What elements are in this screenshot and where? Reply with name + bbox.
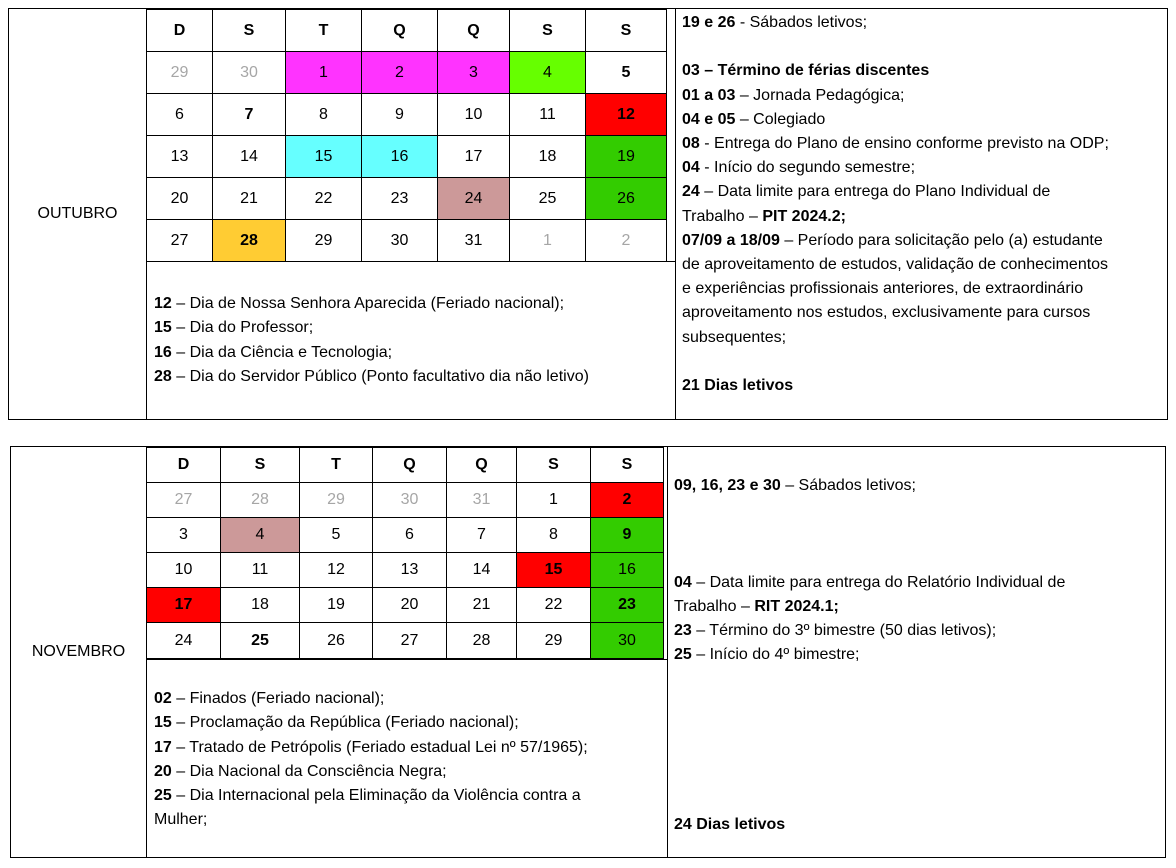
week-row	[147, 136, 667, 178]
legend-line	[154, 292, 667, 316]
note-line	[682, 180, 1160, 204]
day-cell: 28	[213, 220, 286, 262]
note-bold: 24 Dias letivos	[674, 815, 786, 833]
day-cell: 30	[591, 623, 664, 659]
weekday-header: S	[213, 10, 286, 52]
day-cell: 21	[447, 588, 517, 623]
day-cell: 12	[300, 553, 373, 588]
legend-date: 25	[154, 787, 172, 805]
day-cell: 15	[286, 136, 362, 178]
note-line	[674, 668, 1158, 692]
note-line	[674, 789, 1158, 813]
week-row	[147, 178, 667, 220]
note-line	[682, 132, 1160, 156]
legend-line	[154, 341, 667, 365]
day-cell: 31	[447, 483, 517, 518]
day-cell: 10	[147, 553, 221, 588]
note-text: Trabalho –	[682, 207, 763, 225]
day-cell: 27	[373, 623, 447, 659]
day-cell: 24	[147, 623, 221, 659]
day-cell: 18	[510, 136, 586, 178]
weekday-header: T	[286, 10, 362, 52]
holiday-legend	[146, 261, 675, 419]
day-cell: 22	[517, 588, 591, 623]
holiday-legend	[146, 659, 667, 857]
legend-line	[154, 711, 659, 735]
weekday-header: S	[510, 10, 586, 52]
legend-date: 12	[154, 295, 172, 312]
day-cell: 20	[147, 178, 213, 220]
week-row	[147, 94, 667, 136]
note-text: – Colegiado	[735, 110, 826, 128]
note-text: e experiências profissionais anteriores, de extraordinário	[682, 280, 1084, 298]
note-bold: 23	[674, 622, 692, 640]
note-text: – Início do 4º bimestre;	[691, 646, 860, 664]
calendar-table	[146, 447, 664, 659]
day-cell: 8	[286, 94, 362, 136]
day-cell: 29	[517, 623, 591, 659]
note-line	[674, 740, 1158, 764]
note-text: Trabalho –	[674, 597, 755, 615]
day-cell: 14	[447, 553, 517, 588]
note-bold: 25	[674, 646, 692, 664]
day-cell: 4	[510, 52, 586, 94]
note-line	[682, 59, 1160, 83]
calendar-area	[146, 9, 676, 419]
day-cell: 18	[221, 588, 300, 623]
legend-date: 02	[154, 690, 172, 707]
day-cell: 8	[517, 518, 591, 553]
note-line	[674, 595, 1158, 619]
note-bold: 08	[682, 135, 700, 152]
legend-text: Mulher;	[154, 811, 208, 829]
note-line	[682, 326, 1160, 350]
day-cell: 30	[213, 52, 286, 94]
day-cell: 29	[147, 52, 213, 94]
day-cell: 6	[147, 94, 213, 136]
week-row	[147, 623, 664, 659]
note-line	[674, 547, 1158, 571]
note-text: – Sábados letivos;	[780, 477, 916, 494]
legend-line	[154, 784, 659, 808]
note-line	[674, 692, 1158, 716]
note-bold: RIT 2024.1;	[754, 597, 839, 615]
day-cell: 2	[591, 483, 664, 518]
note-bold: 03 – Término de férias discentes	[682, 62, 930, 80]
note-text: - Entrega do Plano de ensino conforme previsto na ODP;	[699, 135, 1109, 152]
day-cell: 30	[373, 483, 447, 518]
day-cell: 6	[373, 518, 447, 553]
weekday-header: T	[300, 448, 373, 483]
note-bold: 21 Dias letivos	[682, 377, 794, 395]
legend-line	[154, 316, 667, 340]
month-name: NOVEMBRO	[11, 447, 147, 857]
note-line	[674, 813, 1158, 837]
legend-text: – Tratado de Petrópolis (Feriado estadual Lei nº 57/1965);	[171, 738, 588, 756]
day-cell: 11	[221, 553, 300, 588]
note-line	[674, 474, 1158, 498]
legend-text: – Dia da Ciência e Tecnologia;	[171, 343, 393, 361]
week-row	[147, 483, 664, 518]
legend-date: 20	[154, 762, 172, 780]
note-line	[674, 764, 1158, 788]
note-text: – Data limite para entrega do Plano Individual de	[699, 183, 1051, 201]
day-cell: 26	[300, 623, 373, 659]
legend-text: – Dia do Professor;	[171, 319, 314, 337]
day-cell: 28	[221, 483, 300, 518]
day-cell: 29	[286, 220, 362, 262]
day-cell: 15	[517, 553, 591, 588]
day-cell: 19	[586, 136, 667, 178]
note-text: – Jornada Pedagógica;	[735, 86, 905, 104]
month-block-novembro	[10, 446, 1166, 858]
day-cell: 16	[362, 136, 438, 178]
note-bold: 04 e 05	[682, 110, 736, 128]
note-bold: 07/09 a 18/09	[682, 231, 780, 249]
note-text: – Data limite para entrega do Relatório Individual de	[691, 573, 1066, 591]
day-cell: 17	[147, 588, 221, 623]
day-cell: 2	[586, 220, 667, 262]
day-cell: 29	[300, 483, 373, 518]
note-line	[682, 11, 1160, 35]
notes-panel	[675, 9, 1167, 419]
weekday-header: S	[586, 10, 667, 52]
day-cell: 5	[300, 518, 373, 553]
day-cell: 22	[286, 178, 362, 220]
note-line	[674, 716, 1158, 740]
week-row	[147, 588, 664, 623]
month-name: OUTUBRO	[9, 9, 147, 419]
note-line	[682, 253, 1160, 277]
day-cell: 16	[591, 553, 664, 588]
legend-line	[154, 365, 667, 389]
day-cell: 7	[447, 518, 517, 553]
legend-line	[154, 760, 659, 784]
day-cell: 27	[147, 220, 213, 262]
day-cell: 12	[586, 94, 667, 136]
note-line	[674, 498, 1158, 522]
day-cell: 10	[438, 94, 510, 136]
day-cell: 3	[438, 52, 510, 94]
note-line	[682, 277, 1160, 301]
note-bold: 04	[674, 573, 692, 591]
day-cell: 3	[147, 518, 221, 553]
day-cell: 31	[438, 220, 510, 262]
day-cell: 26	[586, 178, 667, 220]
weekday-header: D	[147, 10, 213, 52]
note-line	[682, 84, 1160, 108]
note-line	[682, 156, 1160, 180]
legend-date: 15	[154, 714, 172, 732]
week-row	[147, 52, 667, 94]
weekday-header: S	[221, 448, 300, 483]
day-cell: 13	[147, 136, 213, 178]
note-text: - Início do segundo semestre;	[699, 159, 916, 177]
week-row	[147, 220, 667, 262]
calendar-table	[146, 9, 667, 262]
day-cell: 13	[373, 553, 447, 588]
weekday-header: D	[147, 448, 221, 483]
day-cell: 1	[510, 220, 586, 262]
note-line	[674, 619, 1158, 643]
day-cell: 28	[447, 623, 517, 659]
note-line	[674, 643, 1158, 667]
note-bold: 09, 16, 23 e 30	[674, 477, 781, 494]
day-cell: 1	[286, 52, 362, 94]
legend-text: – Proclamação da República (Feriado nacional);	[171, 714, 519, 732]
note-bold: 01 a 03	[682, 86, 736, 104]
note-line	[674, 571, 1158, 595]
note-bold: PIT 2024.2;	[762, 207, 846, 225]
note-line	[674, 522, 1158, 546]
weekday-header: S	[517, 448, 591, 483]
day-cell: 9	[362, 94, 438, 136]
note-text: – Término do 3º bimestre (50 dias letivos);	[691, 622, 997, 640]
month-block-outubro	[8, 8, 1168, 420]
note-bold: 04	[682, 159, 700, 177]
day-cell: 21	[213, 178, 286, 220]
note-text: - Sábados letivos;	[735, 14, 868, 31]
note-text: subsequentes;	[682, 328, 787, 346]
legend-text: – Dia de Nossa Senhora Aparecida (Feriado nacional);	[171, 295, 565, 312]
week-row	[147, 553, 664, 588]
day-cell: 27	[147, 483, 221, 518]
calendar-area	[146, 447, 668, 857]
legend-date: 15	[154, 319, 172, 337]
weekday-header: Q	[362, 10, 438, 52]
day-cell: 19	[300, 588, 373, 623]
weekday-header: Q	[373, 448, 447, 483]
day-cell: 17	[438, 136, 510, 178]
legend-text: – Dia Internacional pela Eliminação da Violência contra a	[171, 787, 581, 805]
legend-line	[154, 808, 659, 832]
note-line	[682, 374, 1160, 398]
legend-date: 17	[154, 738, 172, 756]
weekday-header: Q	[438, 10, 510, 52]
legend-date: 28	[154, 367, 172, 385]
note-line	[682, 205, 1160, 229]
day-cell: 7	[213, 94, 286, 136]
day-cell: 1	[517, 483, 591, 518]
note-line	[682, 229, 1160, 253]
day-cell: 14	[213, 136, 286, 178]
note-text: – Período para solicitação pelo (a) estudante	[779, 231, 1103, 249]
legend-text: – Dia Nacional da Consciência Negra;	[171, 762, 447, 780]
note-line	[682, 35, 1160, 59]
legend-date: 16	[154, 343, 172, 361]
day-cell: 4	[221, 518, 300, 553]
note-line	[682, 108, 1160, 132]
day-cell: 25	[510, 178, 586, 220]
note-bold: 24	[682, 183, 700, 201]
day-cell: 25	[221, 623, 300, 659]
day-cell: 20	[373, 588, 447, 623]
note-line	[682, 350, 1160, 374]
notes-panel	[667, 447, 1165, 857]
legend-text: – Dia do Servidor Público (Ponto facultativo dia não letivo)	[171, 367, 589, 385]
weekday-header: S	[591, 448, 664, 483]
day-cell: 30	[362, 220, 438, 262]
legend-line	[154, 687, 659, 711]
note-text: de aproveitamento de estudos, validação de conhecimentos	[682, 256, 1109, 274]
week-row	[147, 518, 664, 553]
day-cell: 9	[591, 518, 664, 553]
day-cell: 11	[510, 94, 586, 136]
weekday-header: Q	[447, 448, 517, 483]
note-line	[682, 301, 1160, 325]
day-cell: 5	[586, 52, 667, 94]
note-text: aproveitamento nos estudos, exclusivamente para cursos	[682, 304, 1091, 322]
day-cell: 2	[362, 52, 438, 94]
note-bold: 19 e 26	[682, 14, 736, 31]
day-cell: 23	[591, 588, 664, 623]
legend-line	[154, 736, 659, 760]
legend-text: – Finados (Feriado nacional);	[171, 690, 385, 707]
day-cell: 23	[362, 178, 438, 220]
day-cell: 24	[438, 178, 510, 220]
